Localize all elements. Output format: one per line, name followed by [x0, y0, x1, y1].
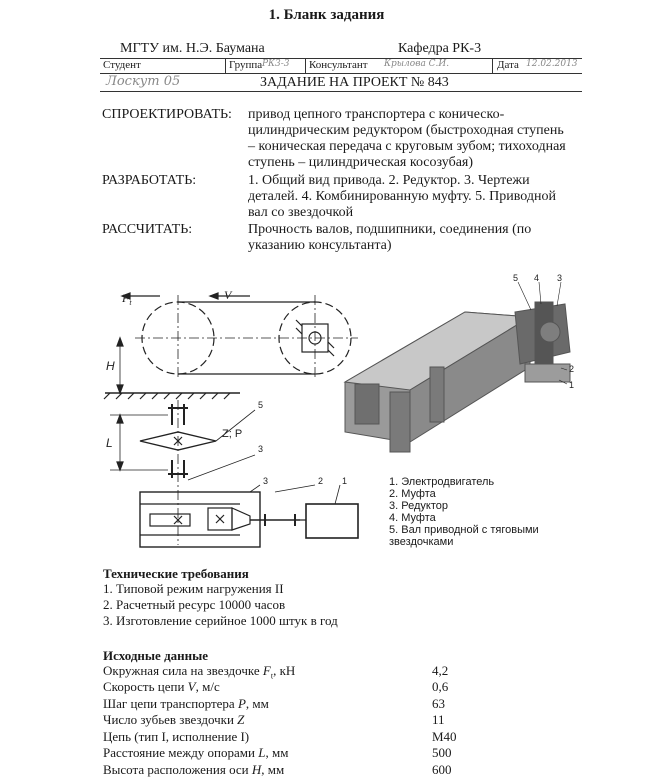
input-row-value: 600 — [432, 762, 452, 777]
conveyor-photo — [335, 272, 585, 472]
diagram-number: 2 — [318, 476, 324, 486]
group-label: Группа — [229, 59, 263, 71]
diagram-number: 5 — [258, 400, 264, 410]
consultant-value: Крылова С.И. — [384, 59, 450, 69]
tech-item: 2. Расчетный ресурс 10000 часов — [103, 597, 286, 612]
input-row-value: М40 — [432, 729, 457, 744]
group-value: РК3-3 — [262, 59, 290, 69]
input-row-label: Высота расположения оси H, мм — [103, 762, 285, 777]
consultant-label: Консультант — [309, 59, 368, 71]
tech-heading: Технические требования — [103, 566, 249, 581]
legend-item: 1. Электродвигатель — [389, 476, 495, 488]
date-label: Дата — [497, 59, 519, 71]
legend-item: 4. Муфта — [389, 512, 436, 524]
input-row-label: Шаг цепи транспортера P, мм — [103, 696, 269, 711]
input-row-value: 63 — [432, 696, 445, 711]
header-rule-bottom — [100, 91, 582, 92]
signature: Лоскут 05 — [106, 74, 181, 89]
header-divider — [225, 58, 226, 73]
legend-item: 5. Вал приводной с тяговыми — [389, 524, 539, 536]
legend-item: 3. Редуктор — [389, 500, 448, 512]
section-label-design: СПРОЕКТИРОВАТЬ: — [102, 107, 232, 122]
header-divider — [305, 58, 306, 73]
input-row-value: 0,6 — [432, 679, 449, 694]
input-row-value: 11 — [432, 712, 445, 727]
diagram-number-4: 3 — [258, 444, 264, 454]
photo-number: 2 — [569, 364, 575, 374]
section-label-calculate: РАССЧИТАТЬ: — [102, 222, 193, 237]
force-label: $F_t$ — [122, 291, 132, 307]
input-row-value: 4,2 — [432, 663, 449, 678]
student-label: Студент — [103, 59, 141, 71]
input-row-label: Число зубьев звездочки Z — [103, 712, 245, 727]
legend-item: звездочками — [389, 536, 454, 548]
input-row-label: Окружная сила на звездочке $F_t$, кН — [103, 663, 296, 681]
input-row-label: Цепь (тип I, исполнение I) — [103, 729, 250, 744]
diagram-number: 1 — [342, 476, 348, 486]
photo-number: 1 — [569, 380, 575, 390]
length-label: L — [106, 436, 113, 450]
section-text-design: привод цепного транспортера с коническо- цилиндрическим редуктором (быстроходная ступень – коническая передача с круговым зубом; тихоходная ступень – цилиндрическая косозубая) — [248, 107, 566, 170]
department-name: Кафедра РК-3 — [398, 41, 482, 56]
tech-item: 1. Типовой режим нагружения II — [103, 581, 284, 596]
velocity-label: V — [224, 288, 232, 302]
legend — [389, 476, 539, 548]
assignment-title: ЗАДАНИЕ НА ПРОЕКТ № 843 — [260, 75, 449, 90]
tech-list — [103, 581, 338, 629]
page-title: 1. Бланк задания — [268, 7, 385, 23]
photo-number: 4 — [534, 273, 540, 283]
input-row-label: Расстояние между опорами L, мм — [103, 745, 289, 760]
legend-item: 2. Муфта — [389, 488, 436, 500]
date-value: 12.02.2013 — [526, 59, 578, 69]
input-row-value: 500 — [432, 745, 452, 760]
header-divider — [492, 58, 493, 73]
section-text-develop: 1. Общий вид привода. 2. Редуктор. 3. Чертежи деталей. 4. Комбинированную муфту. 5. Приводной вал со звездочкой — [248, 173, 557, 220]
height-label: H — [106, 359, 115, 373]
photo-number: 3 — [557, 273, 563, 283]
tech-item: 3. Изготовление серийное 1000 штук в год — [103, 613, 338, 628]
diagram-number: 3 — [263, 476, 269, 486]
input-row-label: Скорость цепи V, м/с — [103, 679, 220, 694]
photo-number: 5 — [513, 273, 519, 283]
university-name: МГТУ им. Н.Э. Баумана — [120, 41, 265, 56]
section-text-calculate: Прочность валов, подшипники, соединения (по указанию консультанта) — [248, 222, 532, 253]
section-label-develop: РАЗРАБОТАТЬ: — [102, 173, 197, 188]
zp-label: Z; P — [222, 428, 243, 440]
input-heading: Исходные данные — [103, 648, 209, 663]
